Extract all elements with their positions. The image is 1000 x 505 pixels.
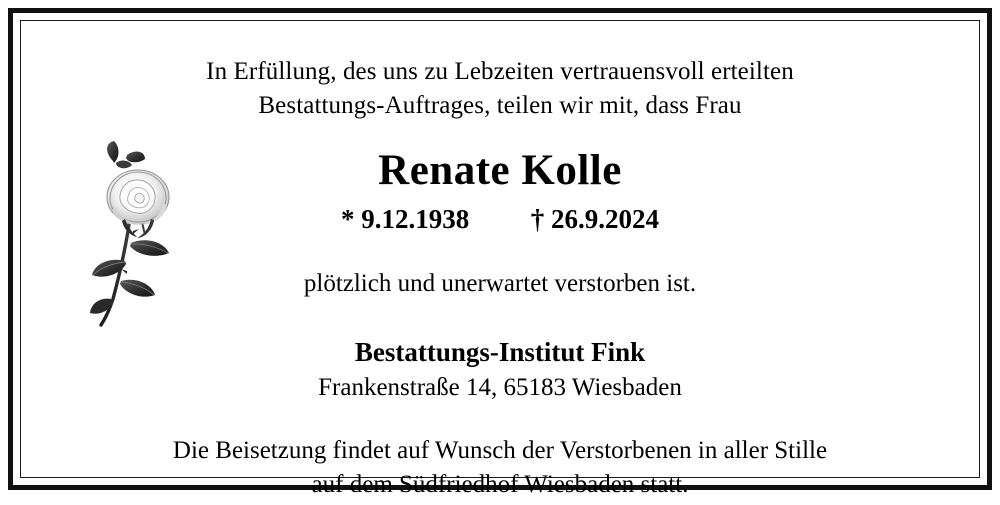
death-date: 26.9.2024 xyxy=(551,204,659,234)
deceased-name: Renate Kolle xyxy=(378,147,622,194)
closing-line-1: Die Beisetzung findet auf Wunsch der Verstorbenen in aller Stille xyxy=(172,437,828,464)
inner-border xyxy=(20,20,980,498)
funeral-home-address: Frankenstraße 14, 65183 Wiesbaden xyxy=(318,374,682,401)
passing-text: plötzlich und unerwartet verstorben ist. xyxy=(303,270,697,297)
intro-line-1: In Erfüllung, des uns zu Lebzeiten vertrauensvoll erteilten xyxy=(206,58,794,85)
obituary-card xyxy=(8,8,992,498)
birth-date: 9.12.1938 xyxy=(361,204,470,234)
intro-line-2: Bestattungs-Auftrages, teilen wir mit, dass Frau xyxy=(258,92,742,119)
closing-line-2: auf dem Südfriedhof Wiesbaden statt. xyxy=(311,471,689,498)
rose-illustration-icon xyxy=(83,139,193,329)
birth-symbol: * xyxy=(341,204,355,234)
death-symbol: † xyxy=(530,204,545,234)
funeral-home-name: Bestattungs-Institut Fink xyxy=(354,337,646,367)
